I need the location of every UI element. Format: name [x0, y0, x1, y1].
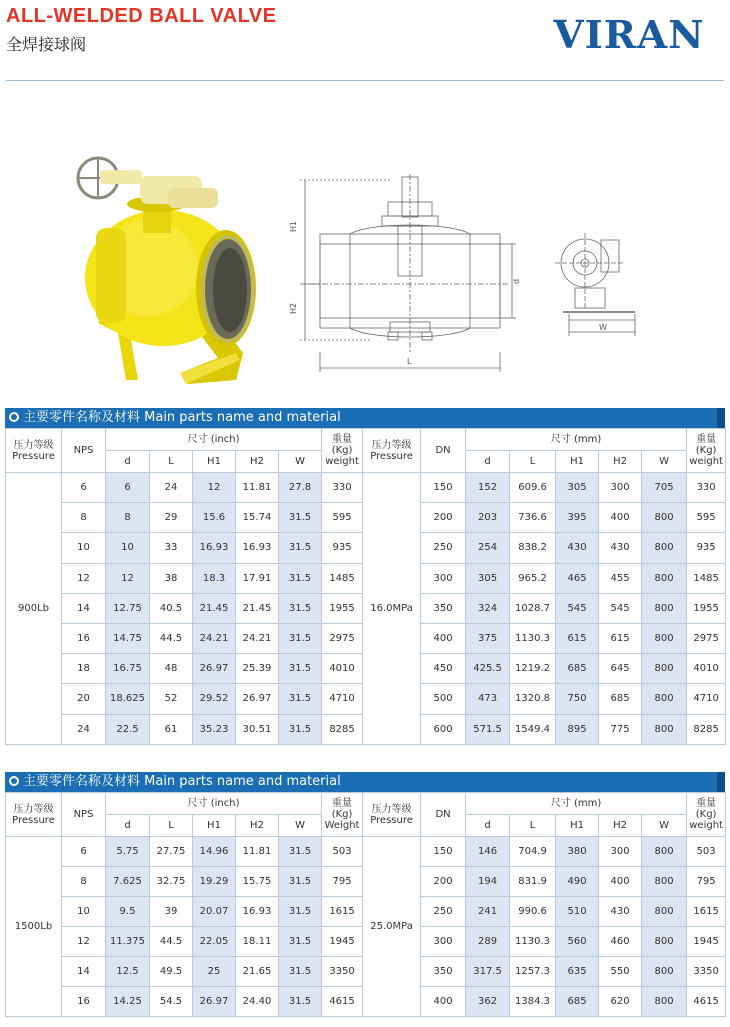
cell-weight: 1945: [322, 927, 363, 957]
cell-w: 31.5: [279, 927, 322, 957]
cell-d: 9.5: [106, 897, 150, 927]
cell-h1: 25: [193, 957, 236, 987]
cell-weight-mm: 3350: [687, 957, 726, 987]
col-weight-mm: 重量 (Kg) weight: [687, 429, 726, 473]
cell-weight: 4710: [322, 684, 363, 714]
cell-w: 27.8: [279, 473, 322, 503]
pressure-mpa-cell: 16.0MPa: [363, 473, 421, 745]
cell-l-mm: 1130.3: [510, 927, 556, 957]
cell-h2: 16.93: [236, 897, 279, 927]
cell-l: 29: [150, 503, 193, 533]
cell-h1: 22.05: [193, 927, 236, 957]
cell-nps: 12: [62, 563, 106, 593]
cell-h1-mm: 380: [556, 837, 599, 867]
cell-h2-mm: 685: [599, 684, 642, 714]
cell-d-mm: 425.5: [466, 654, 510, 684]
cell-l: 49.5: [150, 957, 193, 987]
cell-h2: 11.81: [236, 837, 279, 867]
spec-section-1500lb: [5, 772, 725, 1017]
cell-h1: 16.93: [193, 533, 236, 563]
cell-h1-mm: 490: [556, 867, 599, 897]
cell-h2-mm: 430: [599, 533, 642, 563]
cell-h1: 19.29: [193, 867, 236, 897]
col-size-inch: 尺寸 (inch): [106, 429, 322, 451]
cell-weight-mm: 795: [687, 867, 726, 897]
cell-dn: 150: [421, 473, 466, 503]
col-weight: 重量 (Kg) Weight: [322, 793, 363, 837]
cell-d: 14.25: [106, 987, 150, 1017]
col-h1-mm: H1: [556, 815, 599, 837]
cell-dn: 400: [421, 987, 466, 1017]
cell-dn: 400: [421, 623, 466, 653]
side-view-drawing: [545, 228, 640, 343]
cell-l: 40.5: [150, 593, 193, 623]
valve-photo: [68, 148, 268, 386]
col-h2-mm: H2: [599, 451, 642, 473]
cell-d: 8: [106, 503, 150, 533]
cell-h1: 35.23: [193, 714, 236, 744]
cell-nps: 16: [62, 623, 106, 653]
cell-d: 11.375: [106, 927, 150, 957]
cell-dn: 350: [421, 957, 466, 987]
cell-h2-mm: 430: [599, 897, 642, 927]
cell-h2: 21.45: [236, 593, 279, 623]
table-body: [6, 837, 726, 1017]
cell-d: 7.625: [106, 867, 150, 897]
cell-h2-mm: 400: [599, 867, 642, 897]
pressure-class-cell: 900Lb: [6, 473, 62, 745]
cell-dn: 500: [421, 684, 466, 714]
cell-w-mm: 800: [642, 563, 687, 593]
col-l-mm: L: [510, 451, 556, 473]
cell-weight-mm: 595: [687, 503, 726, 533]
cell-l: 33: [150, 533, 193, 563]
cell-weight-mm: 1485: [687, 563, 726, 593]
product-title-en: ALL-WELDED BALL VALVE: [6, 5, 277, 27]
col-size-inch: 尺寸 (inch): [106, 793, 322, 815]
cell-h1: 12: [193, 473, 236, 503]
cell-weight-mm: 4010: [687, 654, 726, 684]
cell-h1: 15.6: [193, 503, 236, 533]
cell-h1: 26.97: [193, 987, 236, 1017]
cell-l-mm: 1384.3: [510, 987, 556, 1017]
cell-l-mm: 1219.2: [510, 654, 556, 684]
col-w: W: [279, 815, 322, 837]
spec-table: [5, 428, 726, 745]
cell-nps: 18: [62, 654, 106, 684]
cell-nps: 16: [62, 987, 106, 1017]
col-pressure: 压力等级 Pressure: [6, 429, 62, 473]
col-d-mm: d: [466, 451, 510, 473]
table-row: [6, 473, 726, 503]
label-l: L: [407, 357, 412, 366]
col-w: W: [279, 451, 322, 473]
cell-w-mm: 800: [642, 867, 687, 897]
cell-nps: 20: [62, 684, 106, 714]
cell-h2: 17.91: [236, 563, 279, 593]
cell-h2-mm: 620: [599, 987, 642, 1017]
cell-d-mm: 241: [466, 897, 510, 927]
col-h2: H2: [236, 451, 279, 473]
cell-h2-mm: 455: [599, 563, 642, 593]
cell-h2: 21.65: [236, 957, 279, 987]
cell-h2-mm: 775: [599, 714, 642, 744]
col-nps: NPS: [62, 793, 106, 837]
cell-weight-mm: 1615: [687, 897, 726, 927]
cell-h1-mm: 305: [556, 473, 599, 503]
cell-weight: 4615: [322, 987, 363, 1017]
cell-w: 31.5: [279, 563, 322, 593]
cell-w: 31.5: [279, 533, 322, 563]
cell-weight: 795: [322, 867, 363, 897]
cell-d: 6: [106, 473, 150, 503]
cell-nps: 6: [62, 837, 106, 867]
col-pressure: 压力等级 Pressure: [6, 793, 62, 837]
cell-d-mm: 375: [466, 623, 510, 653]
col-l-mm: L: [510, 815, 556, 837]
cell-l: 61: [150, 714, 193, 744]
cell-d-mm: 289: [466, 927, 510, 957]
cell-w: 31.5: [279, 654, 322, 684]
cell-h1: 18.3: [193, 563, 236, 593]
cell-nps: 14: [62, 593, 106, 623]
spec-table: [5, 792, 726, 1017]
col-weight-mm: 重量 (Kg) weight: [687, 793, 726, 837]
cell-l: 44.5: [150, 927, 193, 957]
cell-weight: 3350: [322, 957, 363, 987]
cell-l-mm: 965.2: [510, 563, 556, 593]
cell-weight-mm: 503: [687, 837, 726, 867]
cell-h2: 30.51: [236, 714, 279, 744]
cell-h1-mm: 465: [556, 563, 599, 593]
col-h1-mm: H1: [556, 451, 599, 473]
cell-weight-mm: 4615: [687, 987, 726, 1017]
cell-nps: 24: [62, 714, 106, 744]
cell-w-mm: 800: [642, 593, 687, 623]
cell-l-mm: 704.9: [510, 837, 556, 867]
cell-h1-mm: 685: [556, 987, 599, 1017]
cell-weight: 935: [322, 533, 363, 563]
cell-h2: 15.75: [236, 867, 279, 897]
bar-accent: [717, 408, 725, 428]
col-d: d: [106, 451, 150, 473]
cell-d-mm: 571.5: [466, 714, 510, 744]
section-title: 主要零件名称及材料 Main parts name and material: [23, 774, 341, 789]
cell-d: 5.75: [106, 837, 150, 867]
cell-w: 31.5: [279, 987, 322, 1017]
section-title: 主要零件名称及材料 Main parts name and material: [23, 410, 341, 425]
cell-w-mm: 800: [642, 714, 687, 744]
cell-w-mm: 800: [642, 654, 687, 684]
cell-weight-mm: 8285: [687, 714, 726, 744]
cell-nps: 14: [62, 957, 106, 987]
cell-h2: 25.39: [236, 654, 279, 684]
cell-w: 31.5: [279, 897, 322, 927]
pressure-mpa-cell: 25.0MPa: [363, 837, 421, 1017]
cell-h1: 14.96: [193, 837, 236, 867]
cell-h2-mm: 550: [599, 957, 642, 987]
cell-weight: 1485: [322, 563, 363, 593]
cell-l: 44.5: [150, 623, 193, 653]
table-row: [6, 837, 726, 867]
cell-weight-mm: 1945: [687, 927, 726, 957]
cell-weight: 1955: [322, 593, 363, 623]
label-h2: H2: [289, 302, 298, 314]
cell-weight: 330: [322, 473, 363, 503]
cell-nps: 8: [62, 503, 106, 533]
cell-l-mm: 609.6: [510, 473, 556, 503]
cell-d: 12.5: [106, 957, 150, 987]
pressure-class-cell: 1500Lb: [6, 837, 62, 1017]
cell-h1-mm: 750: [556, 684, 599, 714]
cell-h1-mm: 560: [556, 927, 599, 957]
cell-h1: 21.45: [193, 593, 236, 623]
col-d: d: [106, 815, 150, 837]
cell-dn: 300: [421, 563, 466, 593]
cell-h1-mm: 895: [556, 714, 599, 744]
cell-weight-mm: 1955: [687, 593, 726, 623]
cell-dn: 250: [421, 897, 466, 927]
cell-d: 14.75: [106, 623, 150, 653]
cell-weight-mm: 2975: [687, 623, 726, 653]
cell-h2: 15.74: [236, 503, 279, 533]
cell-dn: 200: [421, 503, 466, 533]
cell-d-mm: 146: [466, 837, 510, 867]
cell-weight: 2975: [322, 623, 363, 653]
brand-logo: VIRAN: [553, 12, 705, 57]
cell-w: 31.5: [279, 867, 322, 897]
cell-d-mm: 254: [466, 533, 510, 563]
cell-h2: 16.93: [236, 533, 279, 563]
cell-l: 54.5: [150, 987, 193, 1017]
cell-w-mm: 800: [642, 684, 687, 714]
cell-h1-mm: 510: [556, 897, 599, 927]
cell-w-mm: 800: [642, 897, 687, 927]
cell-w: 31.5: [279, 714, 322, 744]
cell-nps: 6: [62, 473, 106, 503]
cell-w-mm: 800: [642, 503, 687, 533]
cell-w-mm: 800: [642, 837, 687, 867]
cell-nps: 12: [62, 927, 106, 957]
bullet-icon: [9, 412, 19, 422]
cell-w: 31.5: [279, 837, 322, 867]
cell-w-mm: 800: [642, 623, 687, 653]
col-d-mm: d: [466, 815, 510, 837]
col-l: L: [150, 815, 193, 837]
cell-l-mm: 1257.3: [510, 957, 556, 987]
cell-h2-mm: 645: [599, 654, 642, 684]
cell-l: 27.75: [150, 837, 193, 867]
cell-d: 12: [106, 563, 150, 593]
cell-h1: 29.52: [193, 684, 236, 714]
cell-h2-mm: 615: [599, 623, 642, 653]
cell-h2: 26.97: [236, 684, 279, 714]
cell-w: 31.5: [279, 684, 322, 714]
product-title-cn: 全焊接球阀: [6, 35, 87, 54]
cell-d: 18.625: [106, 684, 150, 714]
cell-l: 48: [150, 654, 193, 684]
col-h1: H1: [193, 815, 236, 837]
label-d: d: [512, 278, 521, 284]
label-h1: H1: [289, 220, 298, 232]
cell-d-mm: 473: [466, 684, 510, 714]
cell-l-mm: 1130.3: [510, 623, 556, 653]
cell-h1: 20.07: [193, 897, 236, 927]
col-h1: H1: [193, 451, 236, 473]
cell-dn: 150: [421, 837, 466, 867]
cell-l-mm: 1549.4: [510, 714, 556, 744]
cell-d: 10: [106, 533, 150, 563]
cell-w: 31.5: [279, 623, 322, 653]
cell-d-mm: 362: [466, 987, 510, 1017]
cell-l: 32.75: [150, 867, 193, 897]
cell-h1-mm: 395: [556, 503, 599, 533]
col-size-mm: 尺寸 (mm): [466, 793, 687, 815]
cell-weight: 503: [322, 837, 363, 867]
col-dn: DN: [421, 429, 466, 473]
cell-h2-mm: 300: [599, 837, 642, 867]
label-w: W: [599, 323, 607, 332]
cell-l-mm: 831.9: [510, 867, 556, 897]
cell-h2-mm: 460: [599, 927, 642, 957]
cell-nps: 10: [62, 533, 106, 563]
cell-dn: 350: [421, 593, 466, 623]
cell-dn: 250: [421, 533, 466, 563]
cell-d-mm: 317.5: [466, 957, 510, 987]
cell-h2: 24.40: [236, 987, 279, 1017]
cell-l: 39: [150, 897, 193, 927]
col-size-mm: 尺寸 (mm): [466, 429, 687, 451]
cell-l-mm: 1320.8: [510, 684, 556, 714]
cell-w: 31.5: [279, 503, 322, 533]
col-h2-mm: H2: [599, 815, 642, 837]
cell-d-mm: 152: [466, 473, 510, 503]
spec-section-900lb: [5, 408, 725, 745]
cell-l-mm: 1028.7: [510, 593, 556, 623]
cell-h1-mm: 545: [556, 593, 599, 623]
cell-w: 31.5: [279, 957, 322, 987]
col-h2: H2: [236, 815, 279, 837]
col-dn: DN: [421, 793, 466, 837]
cell-w: 31.5: [279, 593, 322, 623]
cell-d-mm: 305: [466, 563, 510, 593]
cell-h2-mm: 400: [599, 503, 642, 533]
cell-nps: 8: [62, 867, 106, 897]
cell-nps: 10: [62, 897, 106, 927]
cell-weight: 8285: [322, 714, 363, 744]
section-header-bar: [5, 408, 725, 428]
cell-weight-mm: 4710: [687, 684, 726, 714]
col-nps: NPS: [62, 429, 106, 473]
cell-dn: 450: [421, 654, 466, 684]
cell-d: 16.75: [106, 654, 150, 684]
cell-l-mm: 736.6: [510, 503, 556, 533]
cell-dn: 300: [421, 927, 466, 957]
cell-d-mm: 194: [466, 867, 510, 897]
section-header-bar: [5, 772, 725, 792]
cell-h2: 18.11: [236, 927, 279, 957]
cell-d-mm: 324: [466, 593, 510, 623]
cell-w-mm: 800: [642, 987, 687, 1017]
table-body: [6, 473, 726, 745]
cell-d-mm: 203: [466, 503, 510, 533]
cell-weight: 4010: [322, 654, 363, 684]
col-weight: 重量 (Kg) weight: [322, 429, 363, 473]
cell-h2: 11.81: [236, 473, 279, 503]
page-header: [0, 0, 730, 80]
cell-l: 52: [150, 684, 193, 714]
cell-h1: 26.97: [193, 654, 236, 684]
cell-l: 24: [150, 473, 193, 503]
cell-d: 22.5: [106, 714, 150, 744]
cell-dn: 600: [421, 714, 466, 744]
cell-weight-mm: 330: [687, 473, 726, 503]
cell-h1-mm: 615: [556, 623, 599, 653]
col-w-mm: W: [642, 815, 687, 837]
cell-dn: 200: [421, 867, 466, 897]
bar-accent: [717, 772, 725, 792]
cell-w-mm: 705: [642, 473, 687, 503]
header-divider: [6, 80, 724, 81]
cell-l-mm: 990.6: [510, 897, 556, 927]
cell-d: 12.75: [106, 593, 150, 623]
cell-l: 38: [150, 563, 193, 593]
cell-l-mm: 838.2: [510, 533, 556, 563]
cell-h2: 24.21: [236, 623, 279, 653]
col-l: L: [150, 451, 193, 473]
col-pressure-mpa: 压力等级 Pressure: [363, 793, 421, 837]
cell-w-mm: 800: [642, 957, 687, 987]
cell-weight: 595: [322, 503, 363, 533]
cell-h2-mm: 300: [599, 473, 642, 503]
cell-h1: 24.21: [193, 623, 236, 653]
cell-w-mm: 800: [642, 533, 687, 563]
col-pressure-mpa: 压力等级 Pressure: [363, 429, 421, 473]
cell-weight: 1615: [322, 897, 363, 927]
cell-h2-mm: 545: [599, 593, 642, 623]
cell-h1-mm: 635: [556, 957, 599, 987]
cell-h1-mm: 685: [556, 654, 599, 684]
cell-h1-mm: 430: [556, 533, 599, 563]
front-view-drawing: [290, 172, 525, 377]
bullet-icon: [9, 776, 19, 786]
col-w-mm: W: [642, 451, 687, 473]
cell-weight-mm: 935: [687, 533, 726, 563]
cell-w-mm: 800: [642, 927, 687, 957]
